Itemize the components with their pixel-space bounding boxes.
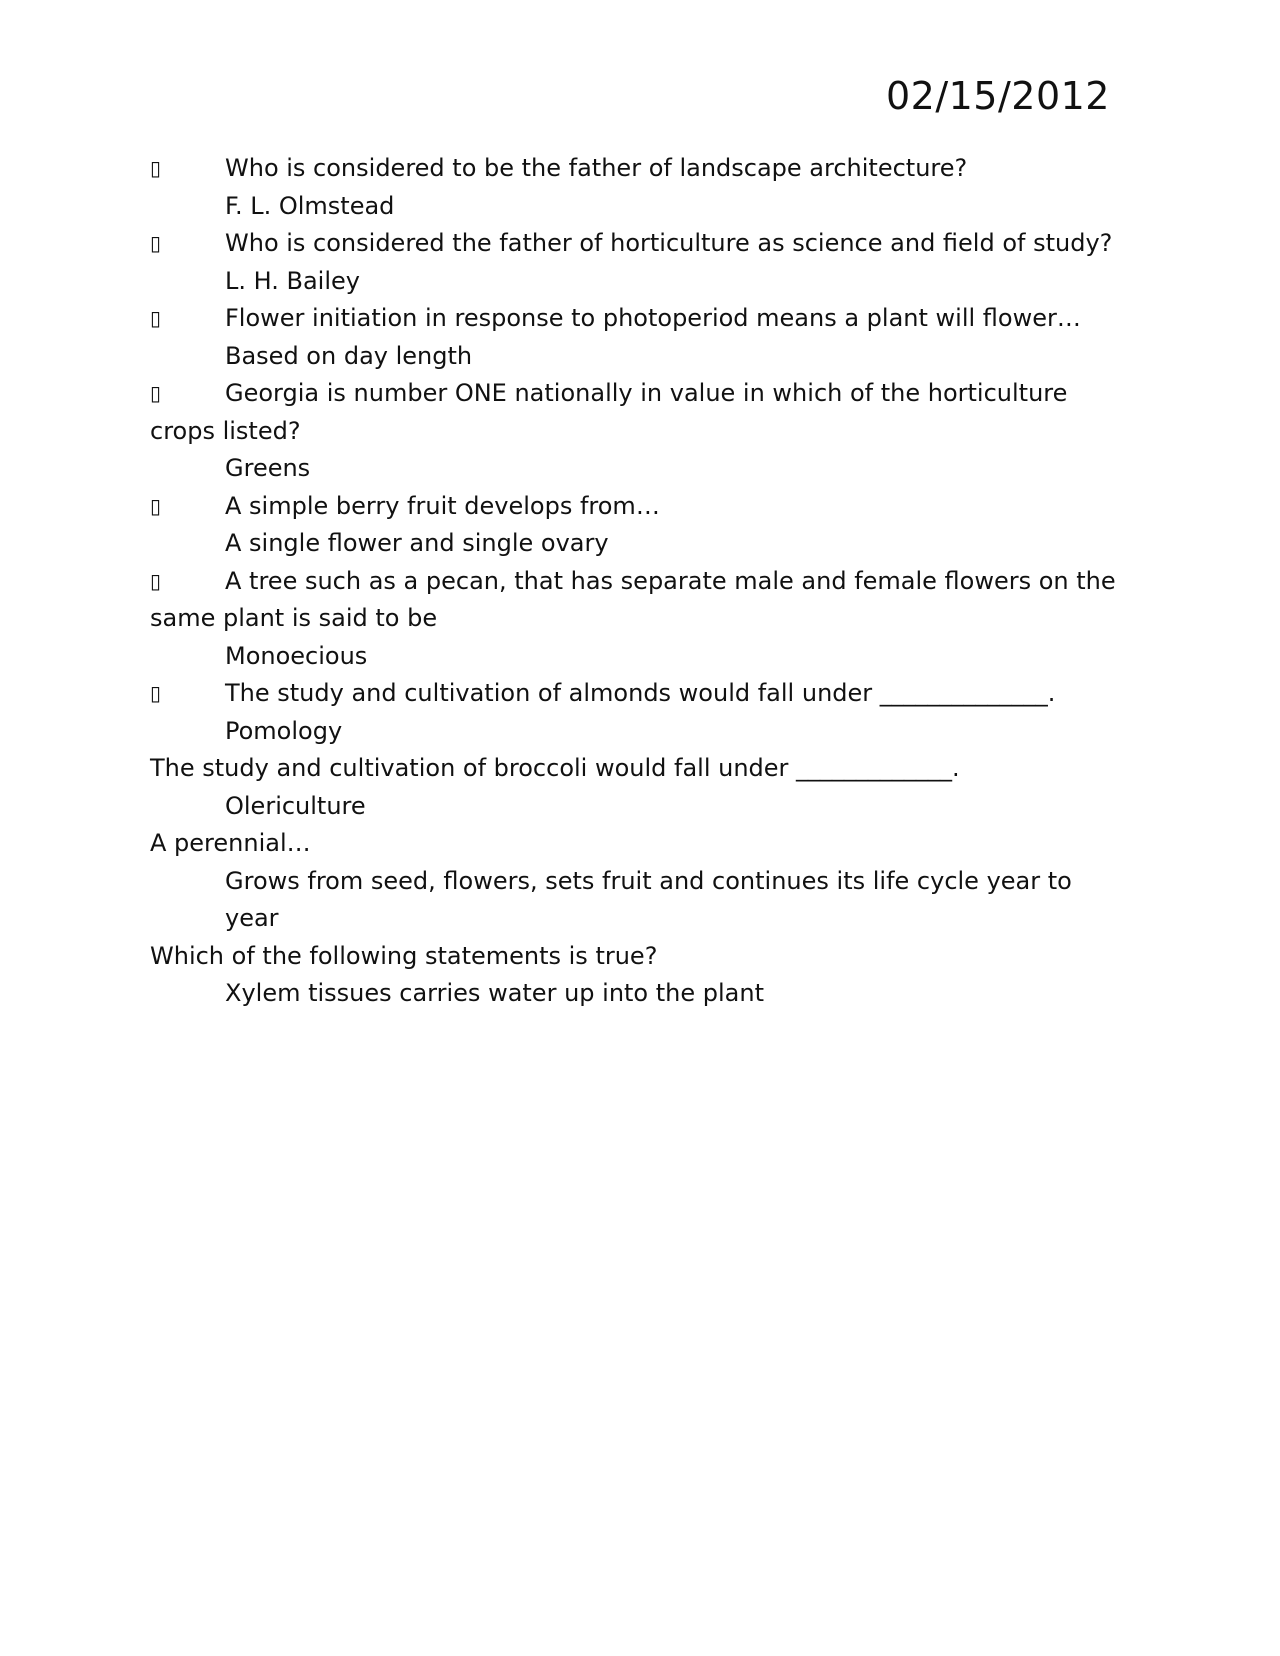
answer-6: Monoecious xyxy=(225,641,368,670)
question-text: Who is considered to be the father of landscape architecture? xyxy=(225,154,968,182)
question-1 xyxy=(150,150,1130,188)
bullet-icon: ▯ xyxy=(150,231,162,255)
question-8: The study and cultivation of broccoli would fall under _____________. xyxy=(150,754,960,782)
answer-4: Greens xyxy=(225,454,311,482)
bullet-icon: ▯ xyxy=(150,306,162,330)
bullet-icon: ▯ xyxy=(150,493,162,518)
question-text: Georgia is number ONE nationally in value in which of the horticulture crops listed? xyxy=(150,379,1068,445)
question-4 xyxy=(150,375,1130,450)
bullet-icon: ▯ xyxy=(150,156,162,180)
answer-7: Pomology xyxy=(225,716,343,745)
question-list xyxy=(150,150,1130,1013)
document-date: 02/15/2012 xyxy=(885,74,1110,118)
question-text: A simple berry fruit develops from… xyxy=(225,491,660,520)
bullet-icon: ▯ xyxy=(150,681,162,705)
answer-1: F. L. Olmstead xyxy=(225,191,395,220)
answer-5: A single flower and single ovary xyxy=(225,529,609,557)
question-text: Who is considered the father of horticulture as science and field of study? xyxy=(225,229,1113,257)
question-6 xyxy=(150,563,1130,638)
question-2 xyxy=(150,225,1130,263)
question-text: The study and cultivation of almonds would fall under ______________. xyxy=(225,679,1056,707)
bullet-icon: ▯ xyxy=(150,568,162,593)
answer-10: Xylem tissues carries water up into the plant xyxy=(225,979,764,1007)
bullet-icon: ▯ xyxy=(150,381,162,405)
answer-8: Olericulture xyxy=(225,791,366,820)
question-3 xyxy=(150,300,1130,338)
question-7 xyxy=(150,675,1130,713)
question-text: Flower initiation in response to photoperiod means a plant will flower… xyxy=(225,304,1081,332)
answer-2: L. H. Bailey xyxy=(225,266,360,295)
answer-9: Grows from seed, flowers, sets fruit and continues its life cycle year to year xyxy=(225,866,1072,932)
question-text: A tree such as a pecan, that has separate male and female flowers on the same plant is said to be xyxy=(150,566,1116,632)
question-10: Which of the following statements is true? xyxy=(150,941,658,970)
question-9: A perennial… xyxy=(150,829,311,857)
answer-3: Based on day length xyxy=(225,341,473,370)
question-5 xyxy=(150,488,1130,526)
